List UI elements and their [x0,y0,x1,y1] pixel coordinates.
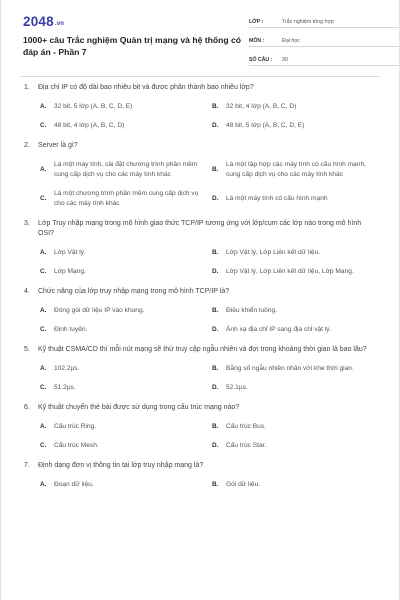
answer-option[interactable] [212,248,384,258]
option-grid [40,160,379,209]
question-text: Định dạng đơn vị thông tin tại lớp truy nhập mạng là? [38,462,204,469]
option-text: Cấu trúc Ring. [54,423,97,430]
answer-option[interactable] [40,248,212,258]
question-text: Server là gì? [38,142,78,149]
answer-option[interactable] [40,441,212,451]
question-item [24,219,379,277]
option-grid [40,102,379,131]
option-text: 48 bit, 4 lớp (A, B, C, D) [54,122,125,129]
option-text: Đóng gói dữ liệu IP vào khung. [54,307,145,314]
meta-info [249,14,399,71]
question-text: Kỹ thuật chuyển thẻ bài được sử dụng trong cấu trúc mạng nào? [38,404,240,411]
option-letter: D. [212,122,219,129]
answer-option[interactable] [40,480,212,490]
question-text: Lớp Truy nhập mạng trong mô hình giao thức TCP/IP tương ứng với lớp/cụm các lớp nào trong mô hình OSI? [38,220,362,237]
option-letter: C. [40,384,47,391]
answer-option[interactable] [40,383,212,393]
option-grid [40,422,379,451]
question-number: 3. [24,220,30,227]
answer-option[interactable] [212,102,384,112]
meta-value: Trắc nghiệm tổng hợp [282,19,334,25]
option-letter: B. [212,307,219,314]
question-number: 7. [24,462,30,469]
question-item [24,141,379,209]
option-letter: D. [212,442,219,449]
option-letter: A. [40,307,47,314]
answer-option[interactable] [212,325,384,335]
option-letter: A. [40,166,47,173]
option-text: Gói dữ liệu. [226,481,261,488]
answer-option[interactable] [212,383,384,393]
site-logo[interactable] [23,14,64,29]
answer-option[interactable] [212,160,384,180]
option-text: 32 bit, 4 lớp (A, B, C, D) [226,103,297,110]
option-grid [40,306,379,335]
option-letter: C. [40,442,47,449]
logo-suffix: .vn [54,21,65,27]
option-text: Lớp Vật lý, Lớp Liên kết dữ liệu. [226,249,321,256]
option-text: Là một máy tính có cấu hình mạnh [226,195,328,202]
option-text: Ánh xạ địa chỉ IP sang địa chỉ vật lý. [226,326,332,333]
question-item [24,345,379,393]
option-text: Đoạn dữ liệu. [54,481,94,488]
meta-row-count [249,52,399,66]
meta-key: LỚP : [249,19,264,25]
option-letter: B. [212,423,219,430]
question-number: 4. [24,288,30,295]
option-letter: B. [212,166,219,173]
option-grid [40,248,379,277]
meta-key: MÔN : [249,38,265,44]
answer-option[interactable] [40,189,212,209]
option-letter: A. [40,103,47,110]
option-letter: D. [212,268,219,275]
answer-option[interactable] [212,422,384,432]
option-text: Lớp Vật lý. [54,249,86,256]
option-letter: C. [40,326,47,333]
option-text: Lớp Mạng. [54,268,86,275]
option-letter: B. [212,481,219,488]
option-text: Định tuyến. [54,326,88,333]
option-text: Bằng số ngẫu nhiên nhân với khe thời gian. [226,365,354,372]
option-grid [40,364,379,393]
option-text: Cấu trúc Mesh. [54,442,99,449]
option-letter: C. [40,195,47,202]
answer-option[interactable] [40,267,212,277]
meta-key: SỐ CÂU : [249,57,273,63]
option-letter: D. [212,195,219,202]
option-letter: D. [212,326,219,333]
logo-main: 2048 [23,14,54,29]
option-letter: A. [40,481,47,488]
option-text: Là một tập hợp các máy tính có cấu hình mạnh, cung cấp dịch vụ cho các máy tính khác [226,161,366,178]
question-item [24,83,379,131]
option-text: Cấu trúc Bus. [226,423,266,430]
option-text: Lớp Vật lý, Lớp Liên kết dữ liệu, Lớp Mạng. [226,268,354,275]
option-grid [40,480,379,490]
option-letter: A. [40,365,47,372]
question-text: Chức năng của lớp truy nhập mạng trong mô hình TCP/IP là? [38,288,230,295]
answer-option[interactable] [40,364,212,374]
answer-option[interactable] [212,189,384,209]
answer-option[interactable] [212,306,384,316]
question-item [24,403,379,451]
question-number: 5. [24,346,30,353]
answer-option[interactable] [212,267,384,277]
question-item [24,461,379,490]
option-letter: B. [212,103,219,110]
option-text: 32 bit, 5 lớp (A, B, C, D, E) [54,103,133,110]
meta-value: 30 [282,57,288,63]
option-text: 51.2µs. [54,384,76,391]
question-number: 1. [24,84,30,91]
page-title: 1000+ câu Trắc nghiệm Quản trị mạng và hệ thống có đáp án - Phần 7 [23,35,242,57]
meta-row-subject [249,33,399,47]
answer-option[interactable] [40,102,212,112]
document-header [23,12,383,72]
option-text: 52.1µs. [226,384,248,391]
answer-option[interactable] [212,121,384,131]
header-divider [21,76,379,77]
question-item [24,287,379,335]
option-letter: A. [40,423,47,430]
meta-row-class [249,14,399,28]
option-text: Là một máy tính, cài đặt chương trình phần mềm cung cấp dịch vụ cho các máy tính khác [54,161,198,178]
option-letter: A. [40,249,47,256]
option-letter: D. [212,384,219,391]
answer-option[interactable] [212,480,384,490]
option-letter: B. [212,365,219,372]
answer-option[interactable] [40,422,212,432]
answer-option[interactable] [40,306,212,316]
answer-option[interactable] [40,121,212,131]
option-text: Cấu trúc Star. [226,442,267,449]
option-text: 48 bit, 5 lớp (A, B, C, D, E) [226,122,305,129]
question-list [24,80,379,500]
option-letter: C. [40,122,47,129]
option-letter: C. [40,268,47,275]
answer-option[interactable] [40,160,212,180]
question-number: 6. [24,404,30,411]
answer-option[interactable] [212,441,384,451]
question-number: 2. [24,142,30,149]
option-text: Điều khiển luồng. [226,307,277,314]
meta-value: Đại học [282,38,300,44]
question-text: Địa chỉ IP có độ dài bao nhiêu bit và được phân thành bao nhiêu lớp? [38,84,254,91]
answer-option[interactable] [40,325,212,335]
option-letter: B. [212,249,219,256]
answer-option[interactable] [212,364,384,374]
option-text: 102.2µs. [54,365,80,372]
option-text: Là một chương trình phần mềm cung cấp dịch vụ cho các máy tính khác [54,190,199,207]
question-text: Kỹ thuật CSMA/CD thì mỗi nút mạng sẽ thử truy cập ngẫu nhiên và đợi trong khoảng thời gian là bao lâu? [38,346,367,353]
